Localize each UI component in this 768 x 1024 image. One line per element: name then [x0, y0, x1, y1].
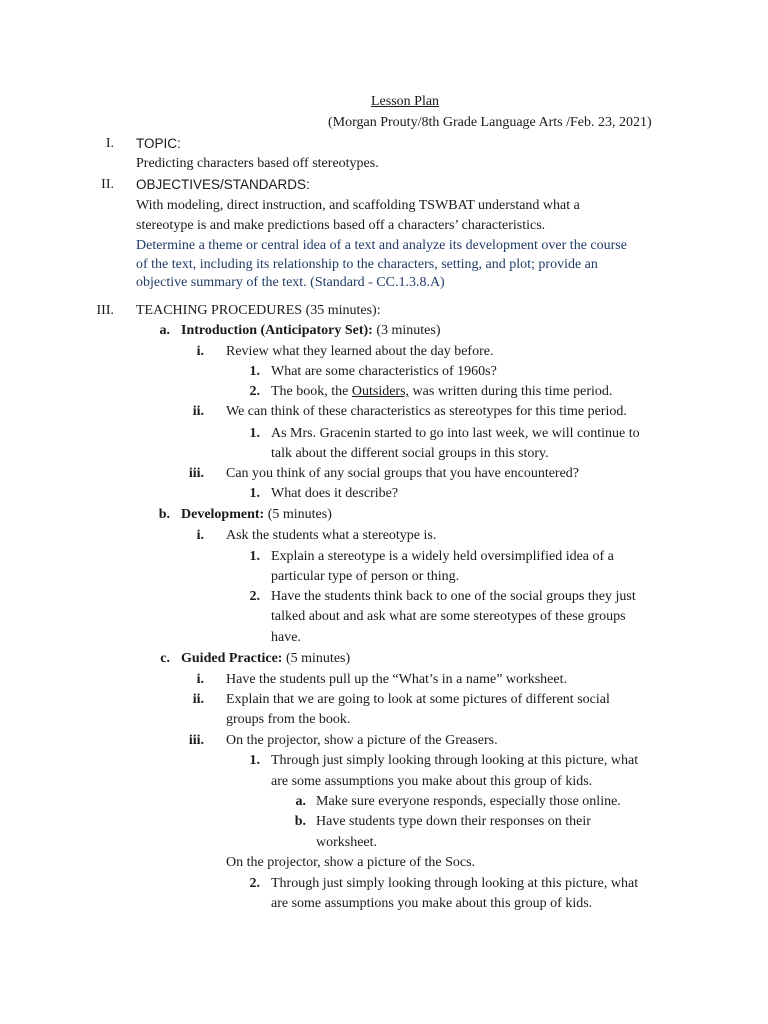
subsection-label: Development: — [181, 507, 265, 522]
item-text: Review what they learned about the day before. — [226, 344, 494, 359]
item-roman: i. — [196, 672, 204, 687]
item-roman: iii. — [188, 733, 204, 748]
item-text: Through just simply looking through looking at this picture, what — [271, 876, 639, 891]
subsection-letter: a. — [159, 323, 170, 338]
item-text: Explain that we are going to look at some pictures of different social — [226, 692, 610, 707]
subsection-heading-development — [181, 506, 332, 524]
section-heading-procedures: TEACHING PROCEDURES (35 minutes): — [136, 303, 381, 318]
subsection-heading-guided-practice — [181, 650, 350, 668]
item-text: are some assumptions you make about this group of kids. — [271, 896, 593, 911]
item-roman: iii. — [188, 466, 204, 481]
subsection-time: (5 minutes) — [282, 651, 351, 666]
item-number: 1. — [249, 753, 260, 768]
section-number: III. — [96, 303, 114, 318]
item-text: On the projector, show a picture of the Socs. — [226, 855, 476, 870]
item-text: What are some characteristics of 1960s? — [271, 364, 497, 379]
section-heading-objectives: OBJECTIVES/STANDARDS: — [136, 177, 310, 192]
item-roman: i. — [196, 528, 204, 543]
item-number: 2. — [249, 384, 260, 399]
item-text: Ask the students what a stereotype is. — [226, 528, 437, 543]
item-letter: b. — [294, 814, 306, 829]
doc-title — [371, 93, 439, 111]
subsection-label: Guided Practice: — [181, 651, 283, 666]
item-text: are some assumptions you make about this group of kids. — [271, 774, 593, 789]
item-text: Through just simply looking through looking at this picture, what — [271, 753, 639, 768]
item-text: What does it describe? — [271, 486, 399, 501]
subsection-time: (5 minutes) — [264, 507, 332, 522]
item-text: Have the students pull up the “What’s in a name” worksheet. — [226, 672, 567, 687]
doc-subtitle: (Morgan Prouty/8th Grade Language Arts /Feb. 23, 2021) — [328, 115, 652, 130]
section-number: I. — [105, 136, 114, 151]
item-text-part: was written during this time period. — [409, 384, 613, 399]
item-text: talked about and ask what are some stereotypes of these groups — [271, 609, 626, 624]
item-roman: i. — [196, 344, 204, 359]
subsection-letter: b. — [158, 507, 170, 522]
item-number: 1. — [249, 549, 260, 564]
item-text: particular type of person or thing. — [271, 569, 460, 584]
item-text: talk about the different social groups in this story. — [271, 446, 549, 461]
item-text: Have the students think back to one of the social groups they just — [271, 589, 636, 604]
objective-line: With modeling, direct instruction, and scaffolding TSWBAT understand what a — [136, 198, 580, 213]
subsection-heading-introduction — [181, 322, 441, 340]
standard-line: Determine a theme or central idea of a text and analyze its development over the course — [136, 238, 627, 253]
item-text-part: The book, the — [271, 384, 352, 399]
subsection-time: (3 minutes) — [372, 323, 441, 338]
item-number: 1. — [249, 364, 260, 379]
item-text: We can think of these characteristics as stereotypes for this time period. — [226, 404, 627, 419]
item-roman: ii. — [192, 404, 204, 419]
subsection-label: Introduction (Anticipatory Set): — [181, 323, 373, 338]
item-text: groups from the book. — [226, 712, 351, 727]
section-number: II. — [101, 177, 114, 192]
item-text: Have students type down their responses on their — [316, 814, 591, 829]
item-text: Can you think of any social groups that you have encountered? — [226, 466, 580, 481]
item-number: 1. — [249, 426, 260, 441]
subsection-letter: c. — [160, 651, 170, 666]
doc-title-text: Lesson Plan — [371, 94, 440, 109]
item-letter: a. — [295, 794, 306, 809]
item-text: Make sure everyone responds, especially those online. — [316, 794, 621, 809]
standard-line: objective summary of the text. (Standard - CC.1.3.8.A) — [136, 275, 445, 290]
item-text: On the projector, show a picture of the Greasers. — [226, 733, 498, 748]
item-roman: ii. — [192, 692, 204, 707]
item-text: Explain a stereotype is a widely held oversimplified idea of a — [271, 549, 614, 564]
item-text — [271, 383, 612, 401]
item-number: 1. — [249, 486, 260, 501]
section-heading-topic: TOPIC: — [136, 136, 181, 151]
objective-line: stereotype is and make predictions based off a characters’ characteristics. — [136, 218, 546, 233]
item-text: have. — [271, 630, 301, 645]
book-title: Outsiders, — [351, 384, 410, 399]
item-number: 2. — [249, 589, 260, 604]
item-text: worksheet. — [316, 835, 378, 850]
item-text: As Mrs. Gracenin started to go into last week, we will continue to — [271, 426, 640, 441]
standard-line: of the text, including its relationship to the characters, setting, and plot; provide an — [136, 257, 598, 272]
topic-text: Predicting characters based off stereotypes. — [136, 156, 379, 171]
item-number: 2. — [249, 876, 260, 891]
